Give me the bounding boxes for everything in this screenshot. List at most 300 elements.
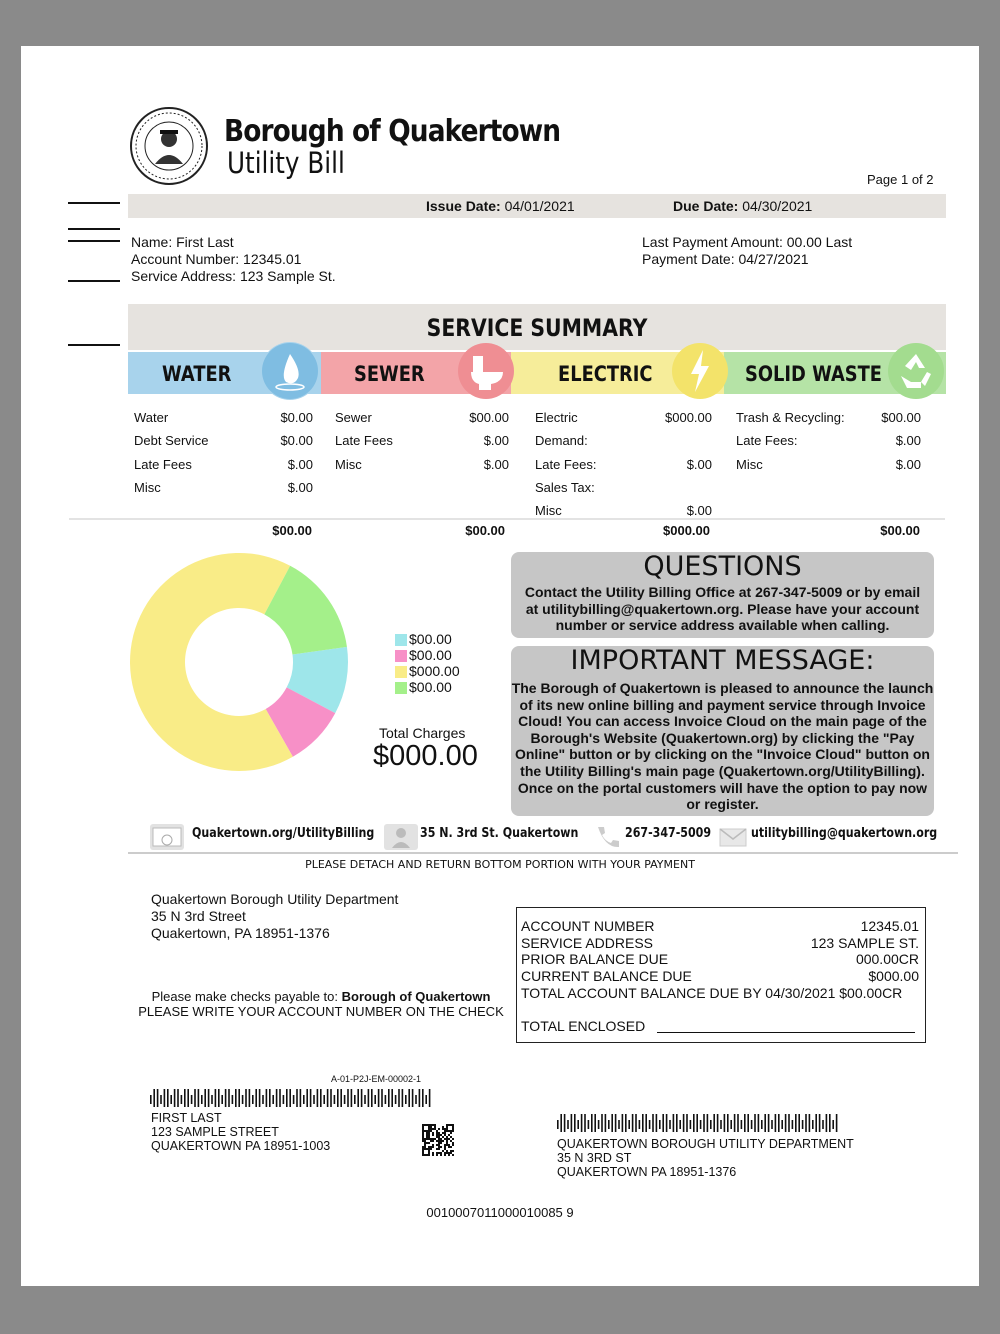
- person-icon: [384, 824, 418, 850]
- barcode-bar: [354, 1095, 356, 1104]
- questions-title: QUESTIONS: [643, 551, 802, 582]
- line-item-amount: $.00: [287, 479, 313, 495]
- qr-module: [432, 1146, 434, 1148]
- barcode-bar: [747, 1114, 749, 1132]
- barcode-bar: [306, 1089, 308, 1107]
- line-item-amount: $.00: [686, 456, 712, 472]
- coupon-prior-balance: PRIOR BALANCE DUE 000.00CR: [521, 951, 919, 967]
- qr-module: [450, 1124, 452, 1126]
- barcode-bar: [181, 1095, 183, 1104]
- qr-module: [440, 1152, 442, 1154]
- barcode-bar: [327, 1089, 329, 1107]
- barcode-bar: [564, 1114, 566, 1132]
- line-item-amount: $.00: [483, 433, 509, 449]
- margin-rule: [68, 344, 120, 346]
- qr-module: [436, 1130, 438, 1132]
- barcode-bar: [778, 1114, 780, 1132]
- barcode-bar: [611, 1114, 613, 1132]
- barcode-bar: [683, 1114, 685, 1132]
- qr-module: [428, 1148, 430, 1150]
- qr-module: [446, 1126, 448, 1128]
- water-drop-icon: [261, 342, 319, 400]
- barcode-bar: [262, 1095, 264, 1104]
- qr-module: [452, 1144, 454, 1146]
- last-payment: Last Payment Amount: 00.00 Last Payment Date: 04/27/2021: [642, 234, 853, 267]
- barcode-bar: [347, 1089, 349, 1107]
- barcode-bar: [832, 1120, 834, 1129]
- qr-module: [430, 1146, 432, 1148]
- barcode-bar: [310, 1089, 312, 1107]
- barcode-bar: [194, 1089, 196, 1107]
- qr-module: [436, 1148, 438, 1150]
- qr-module: [434, 1126, 436, 1128]
- coupon-service-address: SERVICE ADDRESS 123 SAMPLE ST.: [521, 935, 919, 951]
- qr-module: [452, 1138, 454, 1140]
- email-link[interactable]: utilitybilling@quakertown.org: [751, 826, 938, 841]
- barcode-bar: [249, 1089, 251, 1107]
- barcode-bar: [815, 1114, 817, 1132]
- qr-module: [442, 1140, 444, 1142]
- important-message-box: [511, 646, 934, 816]
- barcode-bar: [754, 1114, 756, 1132]
- barcode-bar: [269, 1089, 271, 1107]
- qr-module: [436, 1140, 438, 1142]
- qr-module: [432, 1138, 434, 1140]
- qr-module: [436, 1154, 438, 1156]
- line-item-amount: $.00: [686, 503, 712, 519]
- barcode-bar: [289, 1089, 291, 1107]
- qr-module: [452, 1142, 454, 1144]
- barcode-bar: [659, 1120, 661, 1129]
- barcode-bar: [734, 1114, 736, 1132]
- return-barcode: [557, 1114, 841, 1132]
- barcode-bar: [594, 1114, 596, 1132]
- barcode-bar: [744, 1114, 746, 1132]
- line-item-label: Misc: [335, 456, 362, 472]
- qr-module: [426, 1124, 428, 1126]
- phone-link[interactable]: 267-347-5009: [625, 826, 712, 841]
- postal-barcode: [150, 1089, 434, 1107]
- barcode-bar: [398, 1089, 400, 1107]
- barcode-bar: [174, 1089, 176, 1107]
- barcode-bar: [337, 1089, 339, 1107]
- barcode-bar: [303, 1095, 305, 1104]
- line-item-label: Trash & Recycling:: [736, 410, 845, 425]
- donut-slice-electric: [130, 553, 293, 771]
- water-total: $00.00: [272, 523, 312, 538]
- totals-divider: [69, 518, 945, 520]
- qr-module: [448, 1154, 450, 1156]
- qr-module: [442, 1132, 444, 1134]
- qr-module: [436, 1152, 438, 1154]
- barcode-bar: [323, 1095, 325, 1104]
- barcode-bar: [245, 1089, 247, 1107]
- qr-module: [424, 1130, 426, 1132]
- qr-module: [446, 1124, 448, 1126]
- qr-module: [442, 1128, 444, 1130]
- barcode-bar: [378, 1089, 380, 1107]
- qr-module: [450, 1152, 452, 1154]
- qr-module: [440, 1154, 442, 1156]
- qr-module: [422, 1128, 424, 1130]
- barcode-bar: [340, 1089, 342, 1107]
- qr-module: [446, 1136, 448, 1138]
- barcode-bar: [320, 1089, 322, 1107]
- barcode-bar: [405, 1095, 407, 1104]
- qr-module: [426, 1154, 428, 1156]
- barcode-bar: [381, 1089, 383, 1107]
- qr-module: [448, 1144, 450, 1146]
- barcode-bar: [361, 1089, 363, 1107]
- qr-module: [438, 1128, 440, 1130]
- barcode-bar: [656, 1114, 658, 1132]
- document-type: Utility Bill: [227, 146, 345, 180]
- qr-module: [438, 1140, 440, 1142]
- qr-module: [428, 1136, 430, 1138]
- barcode-bar: [364, 1095, 366, 1104]
- qr-module: [452, 1154, 454, 1156]
- barcode-bar: [266, 1089, 268, 1107]
- line-item-amount: $00.00: [881, 410, 921, 425]
- qr-module: [422, 1138, 424, 1140]
- barcode-bar: [771, 1120, 773, 1129]
- line-item-amount: $.00: [287, 456, 313, 472]
- barcode-bar: [642, 1114, 644, 1132]
- barcode-bar: [164, 1089, 166, 1107]
- coupon-total-enclosed: TOTAL ENCLOSED: [521, 1018, 919, 1034]
- qr-module: [438, 1152, 440, 1154]
- barcode-bar: [635, 1114, 637, 1132]
- qr-module: [444, 1134, 446, 1136]
- qr-module: [422, 1130, 424, 1132]
- qr-module: [424, 1142, 426, 1144]
- barcode-bar: [412, 1089, 414, 1107]
- qr-module: [436, 1132, 438, 1134]
- bill-page: [21, 46, 979, 1286]
- qr-module: [428, 1128, 430, 1130]
- qr-module: [434, 1138, 436, 1140]
- qr-module: [442, 1136, 444, 1138]
- qr-module: [424, 1144, 426, 1146]
- qr-module: [452, 1150, 454, 1152]
- qr-module: [428, 1124, 430, 1126]
- qr-module: [428, 1132, 430, 1134]
- qr-module: [422, 1134, 424, 1136]
- barcode-bar: [157, 1089, 159, 1107]
- barcode-bar: [574, 1114, 576, 1132]
- barcode-bar: [276, 1089, 278, 1107]
- qr-module: [424, 1140, 426, 1142]
- qr-module: [438, 1144, 440, 1146]
- barcode-bar: [829, 1114, 831, 1132]
- qr-module: [438, 1148, 440, 1150]
- barcode-bar: [628, 1120, 630, 1129]
- qr-module: [446, 1140, 448, 1142]
- qr-module: [442, 1126, 444, 1128]
- qr-module: [436, 1144, 438, 1146]
- solid-waste-total: $00.00: [880, 523, 920, 538]
- barcode-bar: [208, 1089, 210, 1107]
- barcode-bar: [334, 1095, 336, 1104]
- barcode-bar: [710, 1120, 712, 1129]
- barcode-bar: [809, 1114, 811, 1132]
- lightning-icon: [671, 342, 729, 400]
- barcode-bar: [577, 1120, 579, 1129]
- line-item-label: Electric: [535, 410, 578, 425]
- barcode-bar: [557, 1120, 559, 1129]
- barcode-bar: [639, 1120, 641, 1129]
- line-item-amount: $0.00: [280, 410, 313, 425]
- phone-icon: [590, 824, 624, 850]
- qr-module: [430, 1128, 432, 1130]
- qr-module: [440, 1138, 442, 1140]
- qr-module: [448, 1124, 450, 1126]
- barcode-bar: [429, 1089, 431, 1107]
- barcode-bar: [351, 1089, 353, 1107]
- barcode-bar: [727, 1114, 729, 1132]
- customer-name: Name: First Last: [131, 234, 234, 250]
- issue-date: Issue Date: 04/01/2021: [426, 198, 575, 214]
- sewer-total: $00.00: [465, 523, 505, 538]
- qr-module: [424, 1138, 426, 1140]
- barcode-bar: [690, 1120, 692, 1129]
- date-bar: [128, 194, 946, 218]
- barcode-bar: [296, 1089, 298, 1107]
- barcode-bar: [666, 1114, 668, 1132]
- qr-module: [448, 1146, 450, 1148]
- barcode-bar: [761, 1120, 763, 1129]
- qr-module: [422, 1132, 424, 1134]
- margin-rule: [68, 240, 120, 242]
- qr-module: [446, 1150, 448, 1152]
- legend-item-electric: $000.00: [395, 663, 460, 679]
- globe-icon: [150, 824, 184, 850]
- barcode-bar: [822, 1120, 824, 1129]
- line-item-label: Sewer: [335, 410, 372, 425]
- qr-module: [440, 1134, 442, 1136]
- barcode-bar: [371, 1089, 373, 1107]
- qr-module: [430, 1138, 432, 1140]
- customer-info: [131, 234, 336, 285]
- qr-module: [438, 1136, 440, 1138]
- margin-rule: [68, 228, 120, 230]
- barcode-bar: [720, 1120, 722, 1129]
- qr-module: [444, 1144, 446, 1146]
- barcode-bar: [724, 1114, 726, 1132]
- qr-module: [444, 1128, 446, 1130]
- line-item-label: Demand:: [535, 433, 588, 449]
- barcode-bar: [150, 1095, 152, 1104]
- barcode-bar: [211, 1095, 213, 1104]
- qr-module: [430, 1140, 432, 1142]
- qr-module: [444, 1138, 446, 1140]
- qr-module: [432, 1152, 434, 1154]
- line-item-label: Late Fees:: [535, 456, 597, 472]
- org-title: Borough of Quakertown: [224, 114, 561, 149]
- barcode-bar: [584, 1114, 586, 1132]
- barcode-bar: [368, 1089, 370, 1107]
- due-date: Due Date: 04/30/2021: [673, 198, 813, 214]
- barcode-bar: [228, 1089, 230, 1107]
- qr-module: [424, 1154, 426, 1156]
- barcode-bar: [286, 1089, 288, 1107]
- barcode-bar: [581, 1114, 583, 1132]
- qr-module: [444, 1152, 446, 1154]
- page-number: Page 1 of 2: [867, 172, 934, 187]
- mail-code: A-01-P2J-EM-00002-1: [331, 1074, 422, 1084]
- qr-module: [422, 1148, 424, 1150]
- qr-module: [426, 1148, 428, 1150]
- qr-module: [446, 1144, 448, 1146]
- qr-module: [426, 1132, 428, 1134]
- barcode-bar: [591, 1114, 593, 1132]
- qr-module: [422, 1126, 424, 1128]
- barcode-bar: [317, 1089, 319, 1107]
- barcode-bar: [215, 1089, 217, 1107]
- barcode-bar: [696, 1114, 698, 1132]
- margin-rule: [68, 280, 120, 282]
- barcode-bar: [788, 1114, 790, 1132]
- line-item-label: Misc: [134, 479, 161, 495]
- barcode-bar: [781, 1120, 783, 1129]
- barcode-bar: [615, 1114, 617, 1132]
- margin-rule: [68, 202, 120, 204]
- coupon-total-due: TOTAL ACCOUNT BALANCE DUE BY 04/30/2021 $00.00CR: [521, 985, 903, 1001]
- barcode-bar: [693, 1114, 695, 1132]
- barcode-bar: [419, 1089, 421, 1107]
- barcode-bar: [357, 1089, 359, 1107]
- qr-module: [428, 1138, 430, 1140]
- qr-module: [426, 1142, 428, 1144]
- barcode-bar: [201, 1095, 203, 1104]
- qr-module: [426, 1134, 428, 1136]
- coupon-account: ACCOUNT NUMBER 12345.01: [521, 918, 919, 934]
- qr-module: [446, 1138, 448, 1140]
- qr-module: [430, 1124, 432, 1126]
- barcode-bar: [673, 1114, 675, 1132]
- electric-total: $000.00: [663, 523, 710, 538]
- barcode-bar: [283, 1095, 285, 1104]
- qr-module: [422, 1146, 424, 1148]
- barcode-bar: [385, 1095, 387, 1104]
- qr-module: [438, 1142, 440, 1144]
- line-item-amount: $.00: [895, 456, 921, 472]
- line-item-label: Water: [134, 410, 169, 425]
- qr-code-icon: [422, 1124, 454, 1156]
- questions-box: [511, 552, 934, 638]
- barcode-bar: [598, 1120, 600, 1129]
- barcode-bar: [259, 1089, 261, 1107]
- barcode-bar: [330, 1089, 332, 1107]
- barcode-bar: [415, 1095, 417, 1104]
- total-charges-value: $000.00: [373, 740, 478, 772]
- barcode-bar: [618, 1120, 620, 1129]
- qr-module: [422, 1154, 424, 1156]
- barcode-bar: [703, 1114, 705, 1132]
- qr-module: [446, 1128, 448, 1130]
- barcode-bar: [252, 1095, 254, 1104]
- sewer-band: SEWER: [321, 352, 517, 394]
- barcode-bar: [645, 1114, 647, 1132]
- barcode-bar: [571, 1114, 573, 1132]
- important-body: The Borough of Quakertown is pleased to announce the launch of its new online billing and payment service through Invoice Cloud! You can access Invoice Cloud on the main page of the Borough's Website (Quakertown.org) by clicking the "Pay Online" button or by clicking on the "Invoice Cloud" button on the Utility Billing's main page (Quakertown.org/UtilityBilling). Once on the portal customers will have the option to pay now or register.: [511, 680, 934, 813]
- payable-instructions: Please make checks payable to: Borough of Quakertown PLEASE WRITE YOUR ACCOUNT NUMBER ON THE CHECK: [138, 989, 504, 1019]
- barcode-bar: [391, 1089, 393, 1107]
- barcode-bar: [826, 1114, 828, 1132]
- return-address: QUAKERTOWN BOROUGH UTILITY DEPARTMENT 35 N 3RD ST QUAKERTOWN PA 18951-1376: [557, 1137, 854, 1179]
- qr-module: [452, 1130, 454, 1132]
- qr-module: [444, 1154, 446, 1156]
- barcode-bar: [764, 1114, 766, 1132]
- barcode-bar: [686, 1114, 688, 1132]
- payment-coupon: [516, 907, 926, 1043]
- website-link[interactable]: Quakertown.org/UtilityBilling: [192, 826, 375, 841]
- barcode-bar: [272, 1095, 274, 1104]
- barcode-bar: [649, 1120, 651, 1129]
- office-address: 35 N. 3rd St. Quakertown: [420, 826, 579, 841]
- qr-module: [452, 1126, 454, 1128]
- barcode-bar: [425, 1095, 427, 1104]
- barcode-bar: [293, 1095, 295, 1104]
- qr-module: [438, 1146, 440, 1148]
- water-band: WATER: [128, 352, 328, 394]
- line-item-amount: $000.00: [665, 410, 712, 425]
- recycle-icon: [887, 342, 945, 400]
- qr-module: [450, 1136, 452, 1138]
- barcode-bar: [792, 1120, 794, 1129]
- barcode-bar: [225, 1089, 227, 1107]
- qr-module: [422, 1140, 424, 1142]
- qr-module: [436, 1136, 438, 1138]
- qr-module: [430, 1126, 432, 1128]
- line-item-label: Late Fees:: [736, 433, 798, 449]
- recipient-address: FIRST LAST 123 SAMPLE STREET QUAKERTOWN PA 18951-1003: [151, 1111, 331, 1153]
- barcode-bar: [652, 1114, 654, 1132]
- barcode-bar: [588, 1120, 590, 1129]
- qr-module: [436, 1134, 438, 1136]
- barcode-bar: [802, 1120, 804, 1129]
- barcode-bar: [707, 1114, 709, 1132]
- coupon-current-balance: CURRENT BALANCE DUE $000.00: [521, 968, 919, 984]
- qr-module: [422, 1124, 424, 1126]
- detach-instruction: PLEASE DETACH AND RETURN BOTTOM PORTION WITH YOUR PAYMENT: [305, 858, 695, 871]
- qr-module: [450, 1140, 452, 1142]
- barcode-bar: [279, 1089, 281, 1107]
- barcode-bar: [669, 1120, 671, 1129]
- barcode-bar: [679, 1120, 681, 1129]
- barcode-bar: [717, 1114, 719, 1132]
- qr-module: [428, 1126, 430, 1128]
- barcode-bar: [170, 1095, 172, 1104]
- service-summary-header: SERVICE SUMMARY: [128, 304, 946, 350]
- barcode-bar: [221, 1095, 223, 1104]
- barcode-bar: [625, 1114, 627, 1132]
- qr-module: [422, 1152, 424, 1154]
- qr-module: [432, 1124, 434, 1126]
- line-item-label: Late Fees: [134, 456, 192, 472]
- solid-waste-band: SOLID WASTE: [724, 352, 946, 394]
- qr-module: [424, 1146, 426, 1148]
- barcode-bar: [785, 1114, 787, 1132]
- qr-module: [432, 1144, 434, 1146]
- questions-body: Contact the Utility Billing Office at 267-347-5009 or by email at utilitybilling@quakertown.org. Please have your account number or service address available when calling.: [524, 584, 921, 634]
- charges-donut-chart: [129, 551, 349, 773]
- barcode-bar: [700, 1120, 702, 1129]
- barcode-bar: [605, 1114, 607, 1132]
- barcode-bar: [388, 1089, 390, 1107]
- qr-module: [448, 1152, 450, 1154]
- barcode-bar: [768, 1114, 770, 1132]
